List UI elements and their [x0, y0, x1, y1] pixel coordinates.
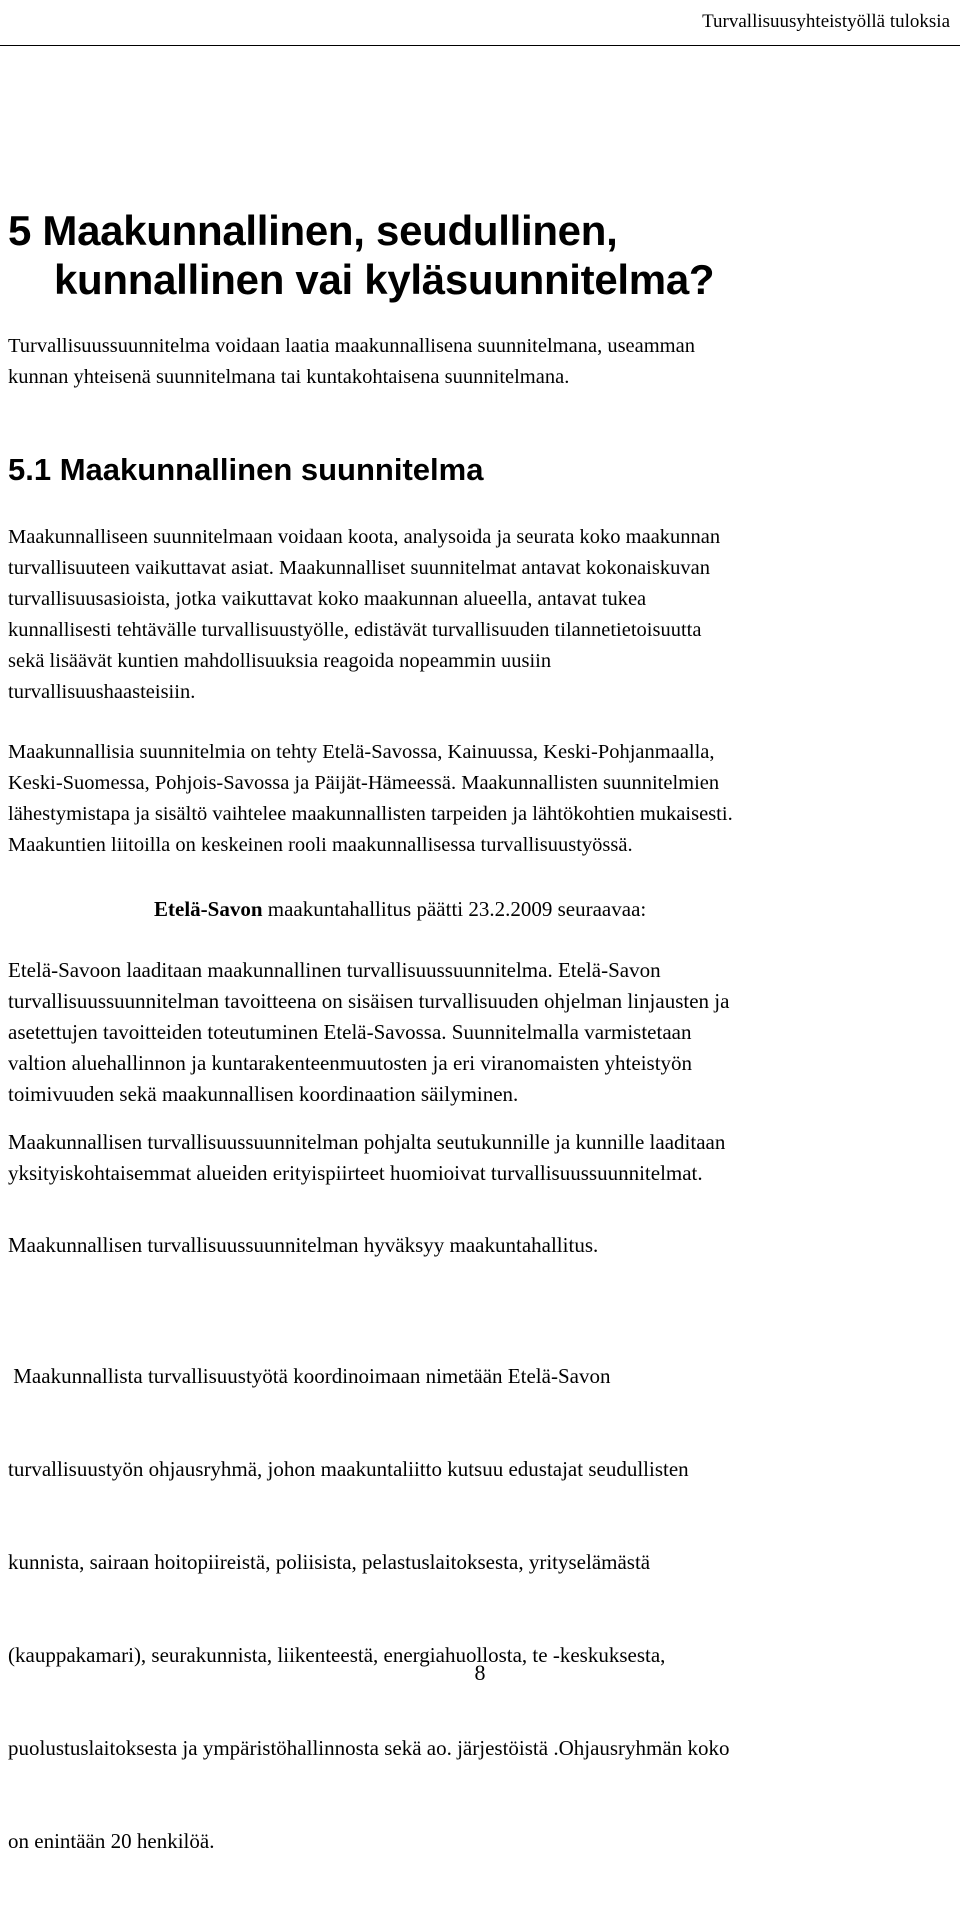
paragraph-line: turvallisuusasioista, jotka vaikuttavat koko maakunnan alueella, antavat tukea	[8, 588, 647, 610]
paragraph-4	[8, 1127, 725, 1189]
paragraph-line: Etelä-Savoon laaditaan maakunnallinen turvallisuussuunnitelma. Etelä-Savon	[8, 958, 661, 982]
paragraph-3	[8, 955, 729, 1110]
paragraph-line: kunnallisesti tehtävälle turvallisuustyölle, edistävät turvallisuuden tilannetietoisuutta	[8, 619, 702, 641]
section-heading	[8, 206, 714, 304]
decision-region-bold: Etelä-Savon	[154, 897, 263, 921]
section-heading-line: 5 Maakunnallinen, seudullinen,	[8, 207, 618, 254]
section-intro	[8, 331, 695, 393]
paragraph-line: Keski-Suomessa, Pohjois-Savossa ja Päijät-Hämeessä. Maakunnallisten suunnitelmien	[8, 772, 720, 794]
running-header	[0, 10, 960, 46]
paragraph-line: Maakunnallisen turvallisuussuunnitelman pohjalta seutukunnille ja kunnille laaditaan	[8, 1130, 726, 1154]
paragraph-line: puolustuslaitoksesta ja ympäristöhallinnosta sekä ao. järjestöistä .Ohjausryhmän koko	[8, 1736, 730, 1760]
paragraph-line: Maakuntien liitoilla on keskeinen rooli maakunnallisessa turvallisuustyössä.	[8, 834, 633, 856]
paragraph-6	[8, 1299, 729, 1919]
paragraph-2	[8, 737, 733, 861]
paragraph-line: Maakunnallisia suunnitelmia on tehty Etelä-Savossa, Kainuussa, Keski-Pohjanmaalla,	[8, 741, 715, 763]
paragraph-line: lähestymistapa ja sisältö vaihtelee maakunnallisten tarpeiden ja lähtökohtien mukaisesti.	[8, 803, 733, 825]
paragraph-line: (kauppakamari), seurakunnista, liikenteestä, energiahuollosta, te -keskuksesta,	[8, 1643, 666, 1667]
paragraph-1	[8, 522, 720, 708]
paragraph-line: sekä lisäävät kuntien mahdollisuuksia reagoida nopeammin uusiin	[8, 650, 552, 672]
decision-text: maakuntahallitus päätti 23.2.2009 seuraavaa:	[262, 897, 647, 921]
paragraph-5	[8, 1230, 598, 1261]
paragraph-line: kunnista, sairaan hoitopiireistä, poliisista, pelastuslaitoksesta, yrityselämästä	[8, 1550, 651, 1574]
paragraph-line: Maakunnallista turvallisuustyötä koordinoimaan nimetään Etelä-Savon	[8, 1364, 611, 1388]
intro-line: kunnan yhteisenä suunnitelmana tai kuntakohtaisena suunnitelmana.	[8, 366, 570, 388]
decision-line	[154, 894, 646, 925]
paragraph-line: Maakunnalliseen suunnitelmaan voidaan koota, analysoida ja seurata koko maakunnan	[8, 526, 721, 548]
paragraph-line: yksityiskohtaisemmat alueiden erityispiirteet huomioivat turvallisuussuunnitelmat.	[8, 1161, 703, 1185]
page-number: 8	[474, 1660, 486, 1685]
running-title: Turvallisuusyhteistyöllä tuloksia	[702, 11, 950, 32]
paragraph-line: turvallisuussuunnitelman tavoitteena on sisäisen turvallisuuden ohjelman linjausten ja	[8, 989, 730, 1013]
subsection-heading: 5.1 Maakunnallinen suunnitelma	[8, 452, 484, 487]
paragraph-line: turvallisuushaasteisiin.	[8, 681, 196, 703]
paragraph-line: valtion aluehallinnon ja kuntarakenteenmuutosten ja eri viranomaisten yhteistyön	[8, 1051, 693, 1075]
paragraph-line: on enintään 20 henkilöä.	[8, 1829, 215, 1853]
paragraph-line: turvallisuustyön ohjausryhmä, johon maakuntaliitto kutsuu edustajat seudullisten	[8, 1457, 689, 1481]
paragraph-line: Maakunnallisen turvallisuussuunnitelman hyväksyy maakuntahallitus.	[8, 1233, 599, 1257]
paragraph-line: turvallisuuteen vaikuttavat asiat. Maakunnalliset suunnitelmat antavat kokonaiskuvan	[8, 557, 710, 579]
intro-line: Turvallisuussuunnitelma voidaan laatia maakunnallisena suunnitelmana, useamman	[8, 335, 695, 357]
paragraph-line: asetettujen tavoitteiden toteutuminen Etelä-Savossa. Suunnitelmalla varmistetaan	[8, 1020, 692, 1044]
paragraph-line: toimivuuden sekä maakunnallisen koordinaation säilyminen.	[8, 1082, 519, 1106]
section-heading-line: kunnallinen vai kyläsuunnitelma?	[54, 256, 715, 303]
